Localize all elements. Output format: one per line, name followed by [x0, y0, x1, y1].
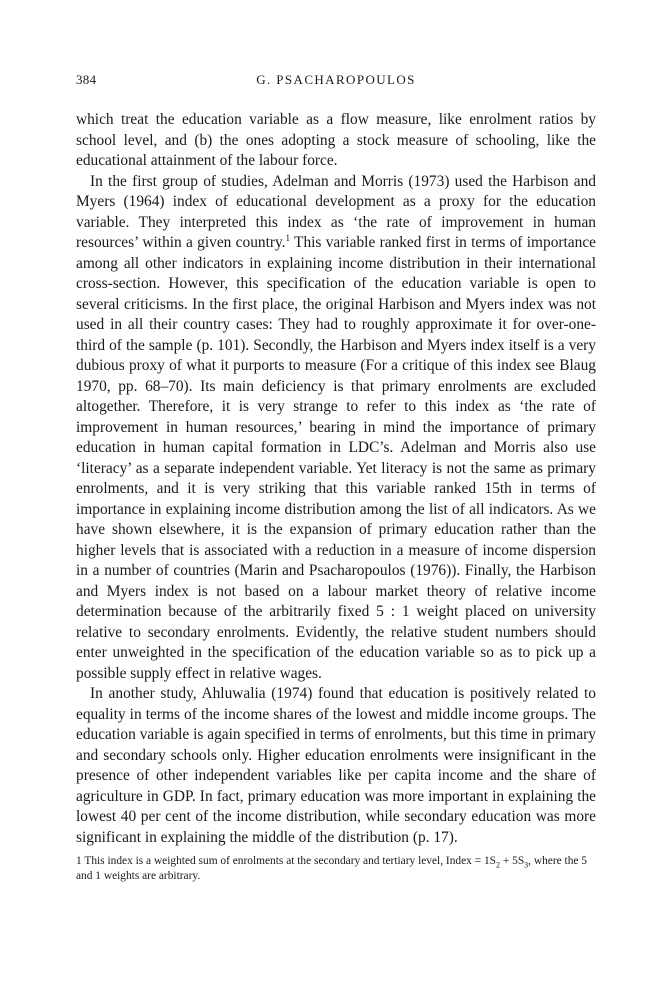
- running-head: [76, 72, 596, 94]
- footnote-subscript-3: 3: [524, 860, 529, 870]
- body-text: [76, 110, 596, 884]
- page-number: 384: [76, 72, 97, 87]
- footnote: [76, 854, 596, 884]
- footnote-text-end: , where the 5 and 1 weights are arbitrary.: [76, 855, 587, 882]
- page: [76, 72, 596, 884]
- footnote-text: This index is a weighted sum of enrolments at the secondary and tertiary level, Index = 1S: [84, 855, 496, 867]
- footnote-subscript-2: 2: [496, 860, 500, 870]
- paragraph-text-before-note: In the first group of studies, Adelman and Morris (1973) used the Harbison and Myers (1964) index of educational development as a proxy for the education variable. They interpreted this index as ‘the rate of improvement in human resources’ within a given country.: [76, 172, 596, 251]
- paragraph-continuation: which treat the education variable as a flow measure, like enrolment ratios by school level, and (b) the ones adopting a stock measure of schooling, like the educational attainment of the labour force.: [76, 111, 596, 169]
- running-title: G. PSACHAROPOULOS: [256, 72, 416, 87]
- footnote-reference: 1: [285, 232, 291, 243]
- footnote-marker: 1: [76, 855, 82, 867]
- paragraph-adelman-morris: [76, 172, 596, 685]
- footnote-formula: + 5S: [500, 855, 525, 867]
- paragraph-text-after-note: This variable ranked first in terms of importance among all other indicators in explaining income distribution in their international cross-section. However, this specification of the education variable is open to several criticisms. In the first place, the original Harbison and Myers index was not used in all their country cases: They had to roughly approximate it for over-one-third of the sample (p. 101). Secondly, the Harbison and Myers index itself is a very dubious proxy of what it purports to measure (For a critique of this index see Blaug 1970, pp. 68–70). Its main deficiency is that primary enrolments are excluded altogether. Therefore, it is very strange to refer to this index as ‘the rate of improvement in human resources,’ bearing in mind the importance of primary education in human capital formation in LDC’s. Adelman and Morris also use ‘literacy’ as a separate independent variable. Yet literacy is not the same as primary enrolments, and it is very striking that this variable ranked 15th in terms of importance in explaining income distribution among the list of all indicators. As we have shown elsewhere, it is the expansion of primary education rather than the higher levels that is associated with a reduction in a measure of income dispersion in a number of countries (Marin and Psacharopoulos (1976)). Finally, the Harbison and Myers index is not based on a labour market theory of relative income determination because of the arbitrarily fixed 5 : 1 weight placed on university relative to secondary enrolments. Evidently, the relative student numbers should enter unweighted in the specification of the education variable so as to pick up a possible supply effect in relative wages.: [76, 234, 596, 682]
- paragraph-ahluwalia: In another study, Ahluwalia (1974) found that education is positively related to equality in terms of the income shares of the lowest and middle income groups. The education variable is again specified in terms of enrolments, but this time in primary and secondary schools only. Higher education enrolments were insignificant in the presence of other independent variables like per capita income and the share of agriculture in GDP. In fact, primary education was more important in explaining the lowest 40 per cent of the income distribution, while secondary education was more significant in explaining the middle of the distribution (p. 17).: [76, 685, 596, 846]
